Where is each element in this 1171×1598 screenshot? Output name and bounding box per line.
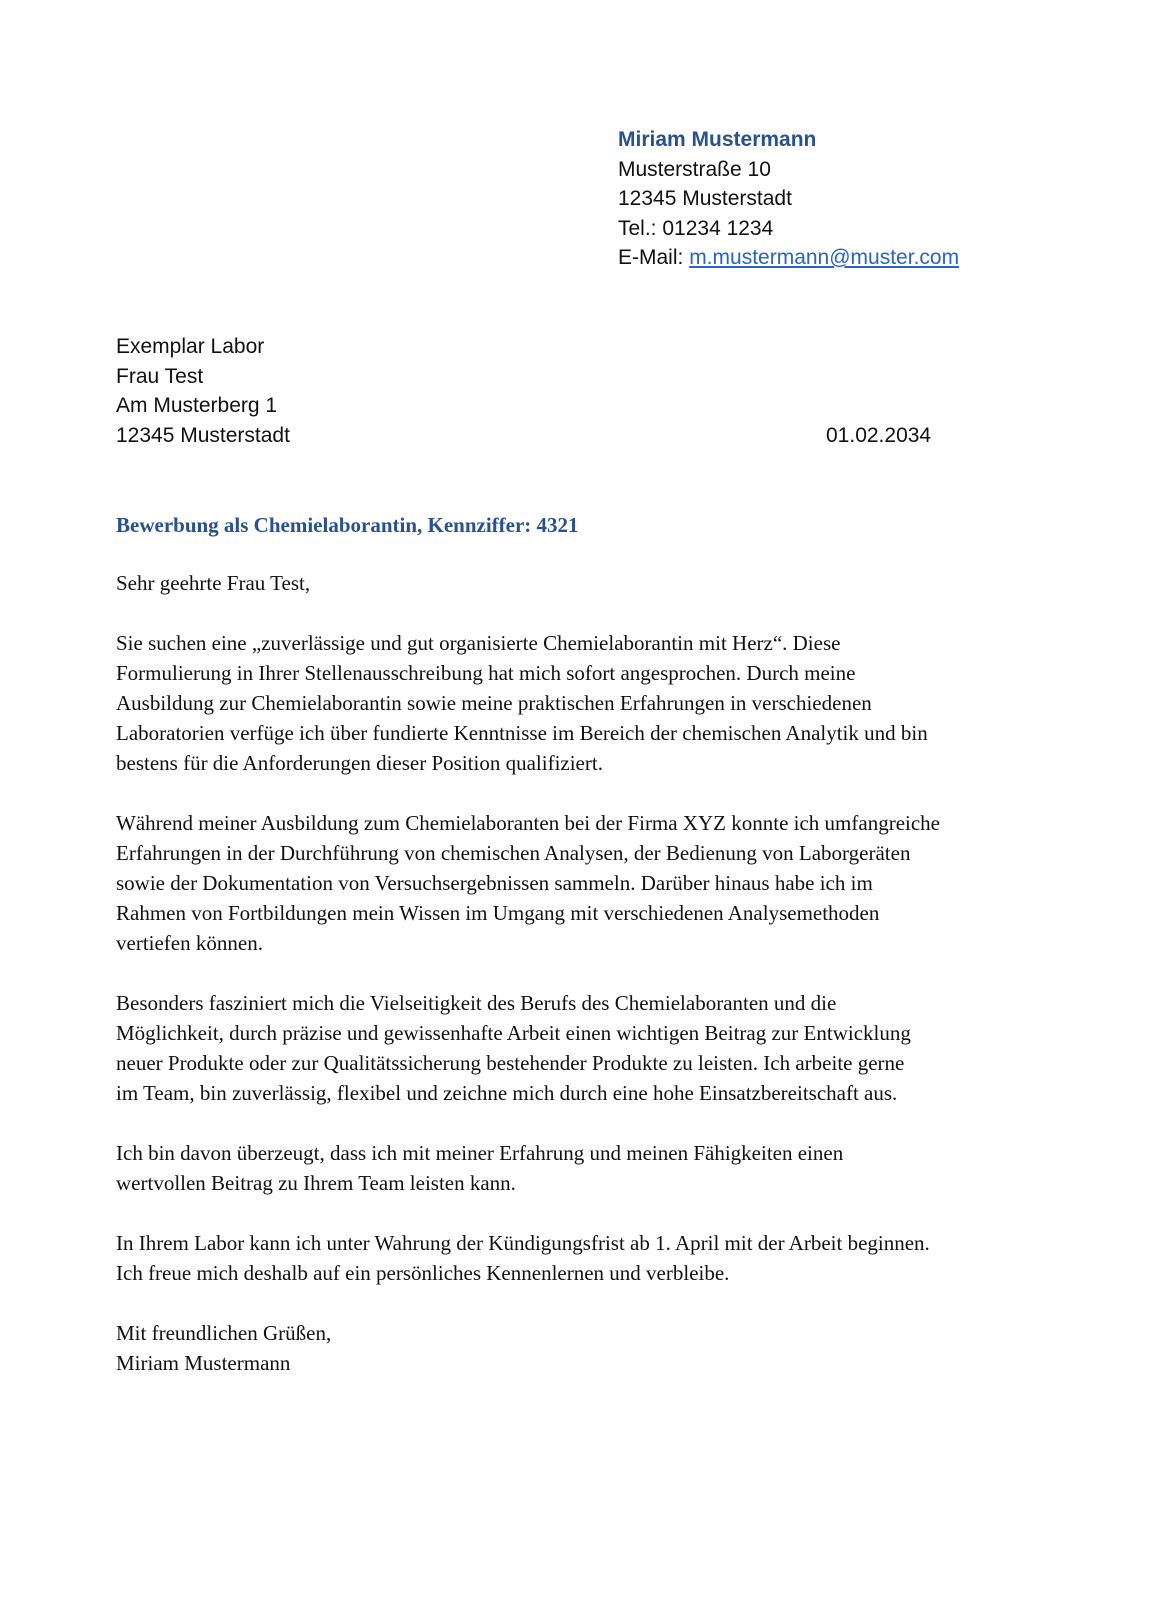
paragraph-line: Ich freue mich deshalb auf ein persönliches Kennenlernen und verbleibe.: [116, 1261, 730, 1285]
paragraph-line: Rahmen von Fortbildungen mein Wissen im Umgang mit verschiedenen Analysemethoden: [116, 901, 880, 925]
paragraph-line: wertvollen Beitrag zu Ihrem Team leisten kann.: [116, 1171, 516, 1195]
recipient-contact: Frau Test: [116, 364, 204, 388]
paragraph-line: bestens für die Anforderungen dieser Position qualifiziert.: [116, 751, 603, 775]
sender-city: 12345 Musterstadt: [618, 187, 792, 210]
closing-block: [116, 1318, 1061, 1378]
sender-phone: Tel.: 01234 1234: [618, 216, 774, 240]
body-paragraph: [116, 628, 1061, 778]
closing-phrase: Mit freundlichen Grüßen,: [116, 1321, 332, 1345]
recipient-address-block: [116, 332, 616, 450]
signature-name: Miriam Mustermann: [116, 1351, 291, 1375]
paragraph-line: In Ihrem Labor kann ich unter Wahrung der Kündigungsfrist ab 1. April mit der Arbeit beginnen.: [116, 1231, 930, 1255]
sender-email-link[interactable]: m.mustermann@muster.com: [689, 246, 960, 269]
paragraph-line: vertiefen können.: [116, 931, 263, 955]
paragraph-line: Laboratorien verfüge ich über fundierte Kenntnisse im Bereich der chemischen Analytik und bin: [116, 721, 928, 745]
body-paragraph: [116, 1228, 1061, 1288]
paragraph-line: neuer Produkte oder zur Qualitätssicherung bestehender Produkte zu leisten. Ich arbeite gerne: [116, 1051, 905, 1075]
body-paragraph: [116, 1138, 1061, 1198]
sender-address-block: [618, 125, 1138, 273]
paragraph-line: Während meiner Ausbildung zum Chemielaboranten bei der Firma XYZ konnte ich umfangreiche: [116, 811, 940, 835]
recipient-street: Am Musterberg 1: [116, 394, 278, 417]
sender-email-label: E-Mail:: [618, 246, 690, 269]
body-paragraph: [116, 808, 1061, 958]
paragraph-line: Ich bin davon überzeugt, dass ich mit meiner Erfahrung und meinen Fähigkeiten einen: [116, 1141, 844, 1165]
letter-body: [116, 568, 1061, 1378]
recipient-city: 12345 Musterstadt: [116, 423, 290, 447]
letter-date: 01.02.2034: [826, 424, 932, 447]
paragraph-line: Erfahrungen in der Durchführung von chemischen Analysen, der Bedienung von Laborgeräten: [116, 841, 911, 865]
paragraph-line: Formulierung in Ihrer Stellenausschreibung hat mich sofort angesprochen. Durch meine: [116, 661, 856, 685]
subject-line: Bewerbung als Chemielaborantin, Kennziffer: 4321: [116, 513, 579, 537]
paragraph-line: Ausbildung zur Chemielaborantin sowie meine praktischen Erfahrungen in verschiedenen: [116, 691, 872, 715]
salutation: Sehr geehrte Frau Test,: [116, 571, 311, 595]
recipient-company: Exemplar Labor: [116, 335, 265, 358]
paragraph-line: im Team, bin zuverlässig, flexibel und zeichne mich durch eine hohe Einsatzbereitschaft aus.: [116, 1081, 898, 1105]
sender-street: Musterstraße 10: [618, 157, 771, 181]
paragraph-line: Möglichkeit, durch präzise und gewissenhafte Arbeit einen wichtigen Beitrag zur Entwicklung: [116, 1021, 911, 1045]
paragraph-line: Sie suchen eine „zuverlässige und gut organisierte Chemielaborantin mit Herz“. Diese: [116, 631, 841, 655]
sender-email-line: [618, 243, 1138, 273]
body-paragraph: [116, 988, 1061, 1108]
sender-name: Miriam Mustermann: [618, 128, 817, 151]
paragraph-line: sowie der Dokumentation von Versuchsergebnissen sammeln. Darüber hinaus habe ich im: [116, 871, 873, 895]
paragraph-line: Besonders fasziniert mich die Vielseitigkeit des Berufs des Chemielaboranten und die: [116, 991, 837, 1015]
